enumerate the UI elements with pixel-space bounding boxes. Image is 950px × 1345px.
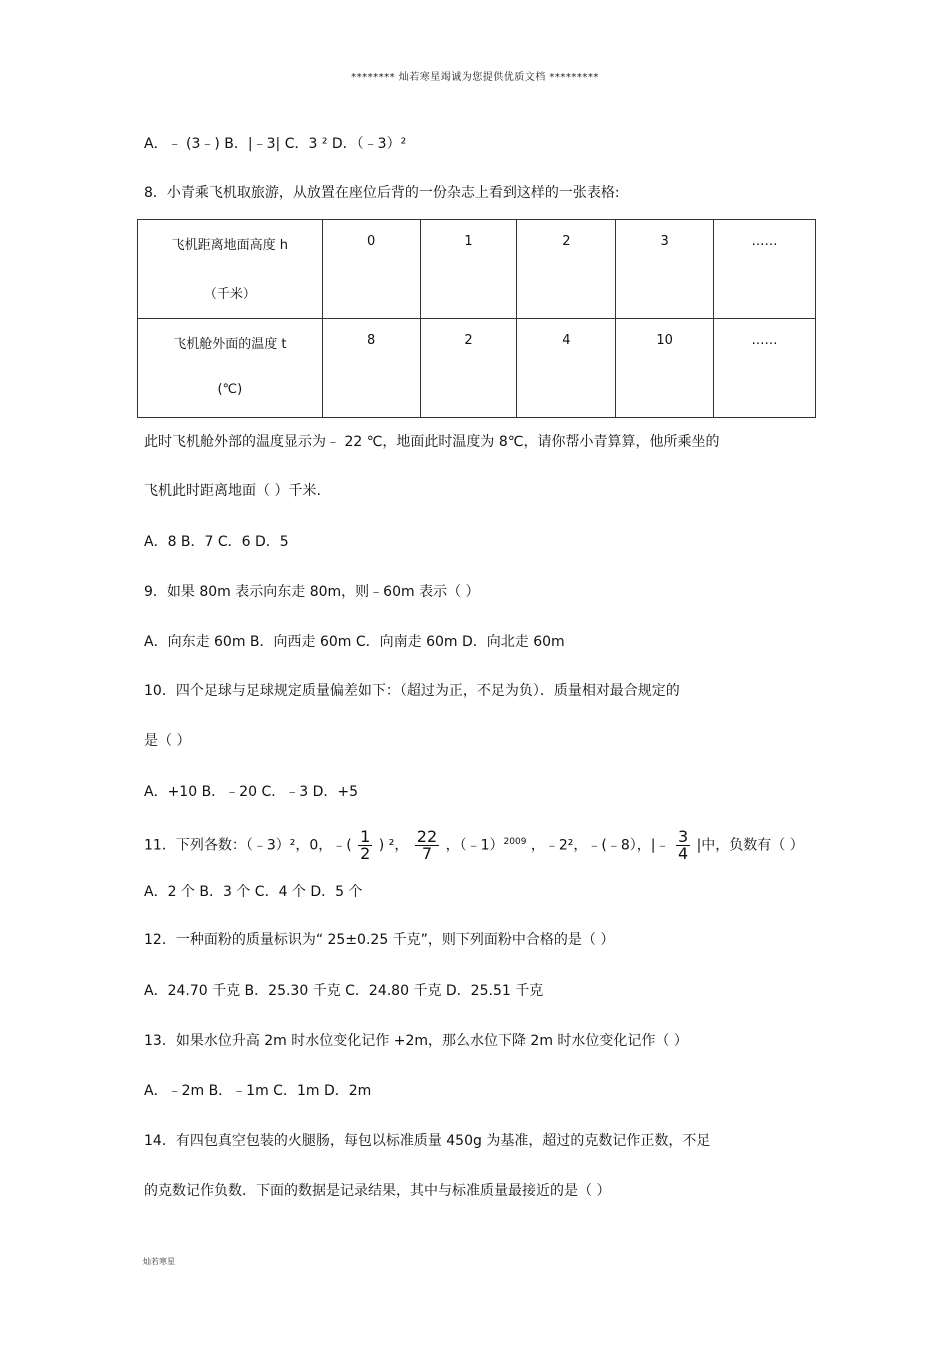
frac-den: 2 bbox=[360, 844, 371, 864]
fraction-3-4 bbox=[676, 829, 690, 862]
row1-label-line2: （千米） bbox=[203, 287, 256, 302]
table-cell: 4 bbox=[517, 319, 616, 418]
q11-text-b: ) ²， bbox=[378, 837, 409, 854]
frac-num: 22 bbox=[416, 827, 438, 847]
page-header: ******** 灿若寒星竭诚为您提供优质文档 ********* bbox=[351, 72, 599, 83]
q10-options: A．+10 B．﹣20 C．﹣3 D．+5 bbox=[144, 784, 358, 800]
row1-label-line1: 飞机距离地面高度 h bbox=[171, 238, 289, 253]
frac-num: 1 bbox=[360, 827, 371, 847]
row2-label bbox=[138, 319, 323, 418]
q11-options: A．2 个 B．3 个 C．4 个 D．5 个 bbox=[144, 884, 363, 900]
q8-options: A．8 B．7 C．6 D．5 bbox=[144, 534, 289, 550]
fraction-1-2 bbox=[358, 829, 372, 862]
row1-label bbox=[138, 220, 323, 319]
row2-label-line1: 飞机舱外面的温度 t bbox=[173, 337, 287, 352]
q11-stem bbox=[144, 822, 804, 866]
q11-text-a: 11．下列各数：（﹣3）²，0，﹣( bbox=[144, 837, 352, 854]
frac-den: 4 bbox=[677, 844, 689, 864]
table-cell: …… bbox=[714, 319, 816, 418]
q11-text-c: ，（﹣1） bbox=[445, 837, 504, 854]
q14-stem: 14．有四包真空包装的火腿肠，每包以标准质量 450g 为基准，超过的克数记作正数，不足 bbox=[144, 1133, 711, 1149]
q13-options: A．﹣2m B．﹣1m C．1m D．2m bbox=[144, 1083, 372, 1099]
page-footer: 灿若寒星 bbox=[143, 1257, 175, 1266]
q14-stem-cont: 的克数记作负数．下面的数据是记录结果，其中与标准质量最接近的是（ ） bbox=[144, 1183, 611, 1199]
frac-den: 7 bbox=[421, 844, 433, 864]
table-row bbox=[138, 220, 816, 319]
fraction-22-7 bbox=[415, 829, 439, 862]
table-row bbox=[138, 319, 816, 418]
table-cell: 2 bbox=[420, 319, 517, 418]
q7-options: A．﹣ (3﹣) B．|﹣3| C．3 ² D．（﹣3）² bbox=[144, 136, 407, 152]
q9-stem: 9．如果 80m 表示向东走 80m，则﹣60m 表示（ ） bbox=[144, 584, 480, 600]
q8-text2: 飞机此时距离地面（ ）千米. bbox=[144, 483, 321, 499]
table-cell: 2 bbox=[517, 220, 616, 319]
q12-stem: 12．一种面粉的质量标识为“ 25±0.25 千克”，则下列面粉中合格的是（ ） bbox=[144, 932, 615, 948]
q11-text-d: ，﹣2²，﹣(﹣8），|﹣ bbox=[530, 837, 670, 854]
table-cell: 0 bbox=[322, 220, 420, 319]
table-cell: 3 bbox=[616, 220, 714, 319]
table-cell: 10 bbox=[616, 319, 714, 418]
q10-stem: 10．四个足球与足球规定质量偏差如下：（超过为正，不足为负）．质量相对最合规定的 bbox=[144, 683, 680, 699]
q13-stem: 13．如果水位升高 2m 时水位变化记作 +2m，那么水位下降 2m 时水位变化记作（ ） bbox=[144, 1033, 688, 1049]
frac-num: 3 bbox=[677, 827, 689, 847]
q9-options: A．向东走 60m B．向西走 60m C．向南走 60m D．向北走 60m bbox=[144, 634, 565, 650]
table-cell: 1 bbox=[420, 220, 517, 319]
q8-text1: 此时飞机舱外部的温度显示为﹣ 22 ℃，地面此时温度为 8℃，请你帮小青算算，他所乘坐的 bbox=[144, 434, 720, 450]
table-cell: …… bbox=[714, 220, 816, 319]
q11-text-e: |中，负数有（ ） bbox=[696, 837, 804, 854]
q8-stem: 8．小青乘飞机取旅游，从放置在座位后背的一份杂志上看到这样的一张表格: bbox=[144, 185, 620, 201]
table-cell: 8 bbox=[322, 319, 420, 418]
flight-table bbox=[137, 219, 816, 418]
q11-exponent: 2009 bbox=[503, 837, 527, 847]
q12-options: A．24.70 千克 B．25.30 千克 C．24.80 千克 D．25.51 千克 bbox=[144, 983, 544, 999]
row2-label-line2: (℃) bbox=[217, 382, 243, 397]
q10-stem-cont: 是（ ） bbox=[144, 733, 191, 749]
